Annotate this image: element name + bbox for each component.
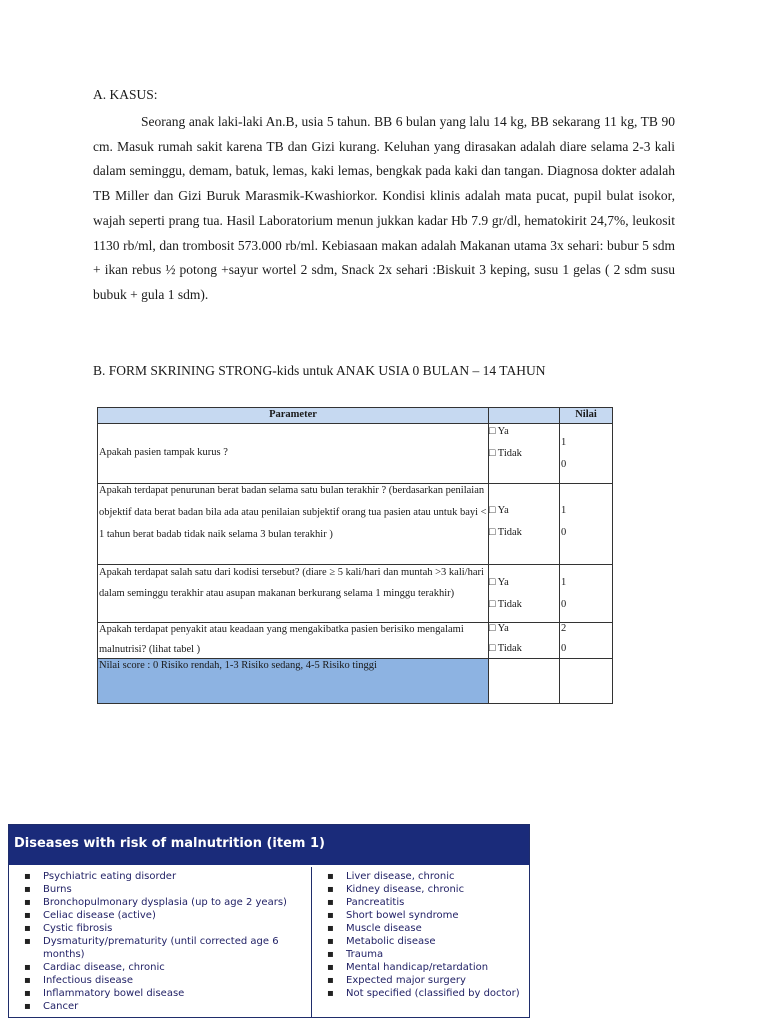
disease-list-item: ▪ Short bowel syndrome [346, 909, 529, 922]
diseases-right-column [312, 867, 529, 1017]
case-section [93, 86, 675, 308]
disease-list-item: ▪ Psychiatric eating disorder [43, 870, 311, 883]
disease-list-item: ▪ Cystic fibrosis [43, 922, 311, 935]
table-row [98, 565, 612, 623]
disease-list-item: ▪ Liver disease, chronic [346, 870, 529, 883]
diseases-table [8, 824, 530, 1018]
disease-list-item: ▪ Kidney disease, chronic [346, 883, 529, 896]
disease-list-item: ▪ Trauma [346, 948, 529, 961]
value-yes: 1 [561, 437, 567, 448]
option-yes: □ Ya [489, 623, 509, 634]
disease-list-item: ▪ Celiac disease (active) [43, 909, 311, 922]
disease-list-item: ▪ Cancer [43, 1000, 311, 1013]
value-yes: 1 [561, 505, 567, 516]
value-no: 0 [561, 527, 567, 538]
column-divider [559, 408, 560, 703]
score-row [98, 659, 612, 703]
option-yes: □ Ya [489, 426, 509, 437]
question-text: Apakah terdapat penurunan berat badan selama satu bulan terakhir ? (berdasarkan penilaian objektif data berat badan bila ada atau penilaian subjektif orang tua pasien atau untuk bayi < 1 tahun berat badab tidak naik selama 3 bulan terakhir ) [99, 485, 487, 540]
table-row [98, 484, 612, 565]
disease-list-item: ▪ Dysmaturity/prematurity (until corrected age 6 months) [43, 935, 311, 961]
nilai-header: Nilai [575, 409, 597, 420]
value-no: 0 [561, 599, 567, 610]
value-yes: 2 [561, 623, 567, 634]
disease-list-item: ▪ Expected major surgery [346, 974, 529, 987]
option-yes: □ Ya [489, 505, 509, 516]
question-text: Apakah terdapat penyakit atau keadaan yang mengakibatka pasien berisiko mengalami malnutrisi? (lihat tabel ) [99, 624, 464, 655]
table-row [98, 623, 612, 659]
disease-list-item: ▪ Bronchopulmonary dysplasia (up to age 2 years) [43, 896, 311, 909]
disease-list-item: ▪ Mental handicap/retardation [346, 961, 529, 974]
diseases-left-list [9, 870, 311, 1013]
screening-form-heading: B. FORM SKRINING STRONG-kids untuk ANAK USIA 0 BULAN – 14 TAHUN [93, 363, 546, 378]
value-no: 0 [561, 643, 567, 654]
option-yes: □ Ya [489, 577, 509, 588]
disease-list-item: ▪ Inflammatory bowel disease [43, 987, 311, 1000]
column-divider [488, 408, 489, 703]
option-no: □ Tidak [489, 448, 522, 459]
option-no: □ Tidak [489, 527, 522, 538]
option-no: □ Tidak [489, 643, 522, 654]
case-heading: A. KASUS: [93, 87, 158, 102]
diseases-right-list [312, 870, 529, 1000]
disease-list-item: ▪ Infectious disease [43, 974, 311, 987]
question-text: Apakah pasien tampak kurus ? [99, 447, 228, 458]
disease-list-item: ▪ Pancreatitis [346, 896, 529, 909]
question-text: Apakah terdapat salah satu dari kodisi tersebut? (diare ≥ 5 kali/hari dan muntah >3 kali/hari dalam seminggu terakhir atau asupan makanan berkurang selama 1 minggu terakhir) [99, 567, 484, 599]
option-no: □ Tidak [489, 599, 522, 610]
score-note: Nilai score : 0 Risiko rendah, 1-3 Risiko sedang, 4-5 Risiko tinggi [99, 660, 377, 671]
value-yes: 1 [561, 577, 567, 588]
strong-kids-table [97, 407, 613, 704]
disease-list-item: ▪ Muscle disease [346, 922, 529, 935]
disease-list-item: ▪ Cardiac disease, chronic [43, 961, 311, 974]
disease-list-item: ▪ Metabolic disease [346, 935, 529, 948]
diseases-title: Diseases with risk of malnutrition (item 1) [9, 825, 529, 865]
disease-list-item: ▪ Not specified (classified by doctor) [346, 987, 529, 1000]
case-paragraph: Seorang anak laki-laki An.B, usia 5 tahun. BB 6 bulan yang lalu 14 kg, BB sekarang 11 kg, TB 90 cm. Masuk rumah sakit karena TB dan Gizi kurang. Keluhan yang dirasakan adalah diare selama 2-3 kali dalam seminggu, demam, batuk, lemas, kaki lemas, bengkak pada kaki dan tangan. Diagnosa dokter adalah TB Miller dan Gizi Buruk Marasmik-Kwashiorkor. Kondisi klinis adalah mata pucat, pupil bulat isokor, wajah seperti prang tua. Hasil Laboratorium menun jukkan kadar Hb 7.9 gr/dl, hematokirit 24,7%, leukosit 1130 rb/ml, dan trombosit 573.000 rb/ml. Kebiasaan makan adalah Makanan utama 3x sehari: bubur 5 sdm + ikan rebus ½ potong +sayur wortel 2 sdm, Snack 2x sehari :Biskuit 3 keping, susu 1 gelas ( 2 sdm susu bubuk + gula 1 sdm). [93, 114, 675, 302]
table-header-row [98, 408, 612, 424]
table-row [98, 424, 612, 484]
parameter-header: Parameter [269, 409, 317, 420]
diseases-left-column [9, 867, 312, 1017]
disease-list-item: ▪ Burns [43, 883, 311, 896]
value-no: 0 [561, 459, 567, 470]
